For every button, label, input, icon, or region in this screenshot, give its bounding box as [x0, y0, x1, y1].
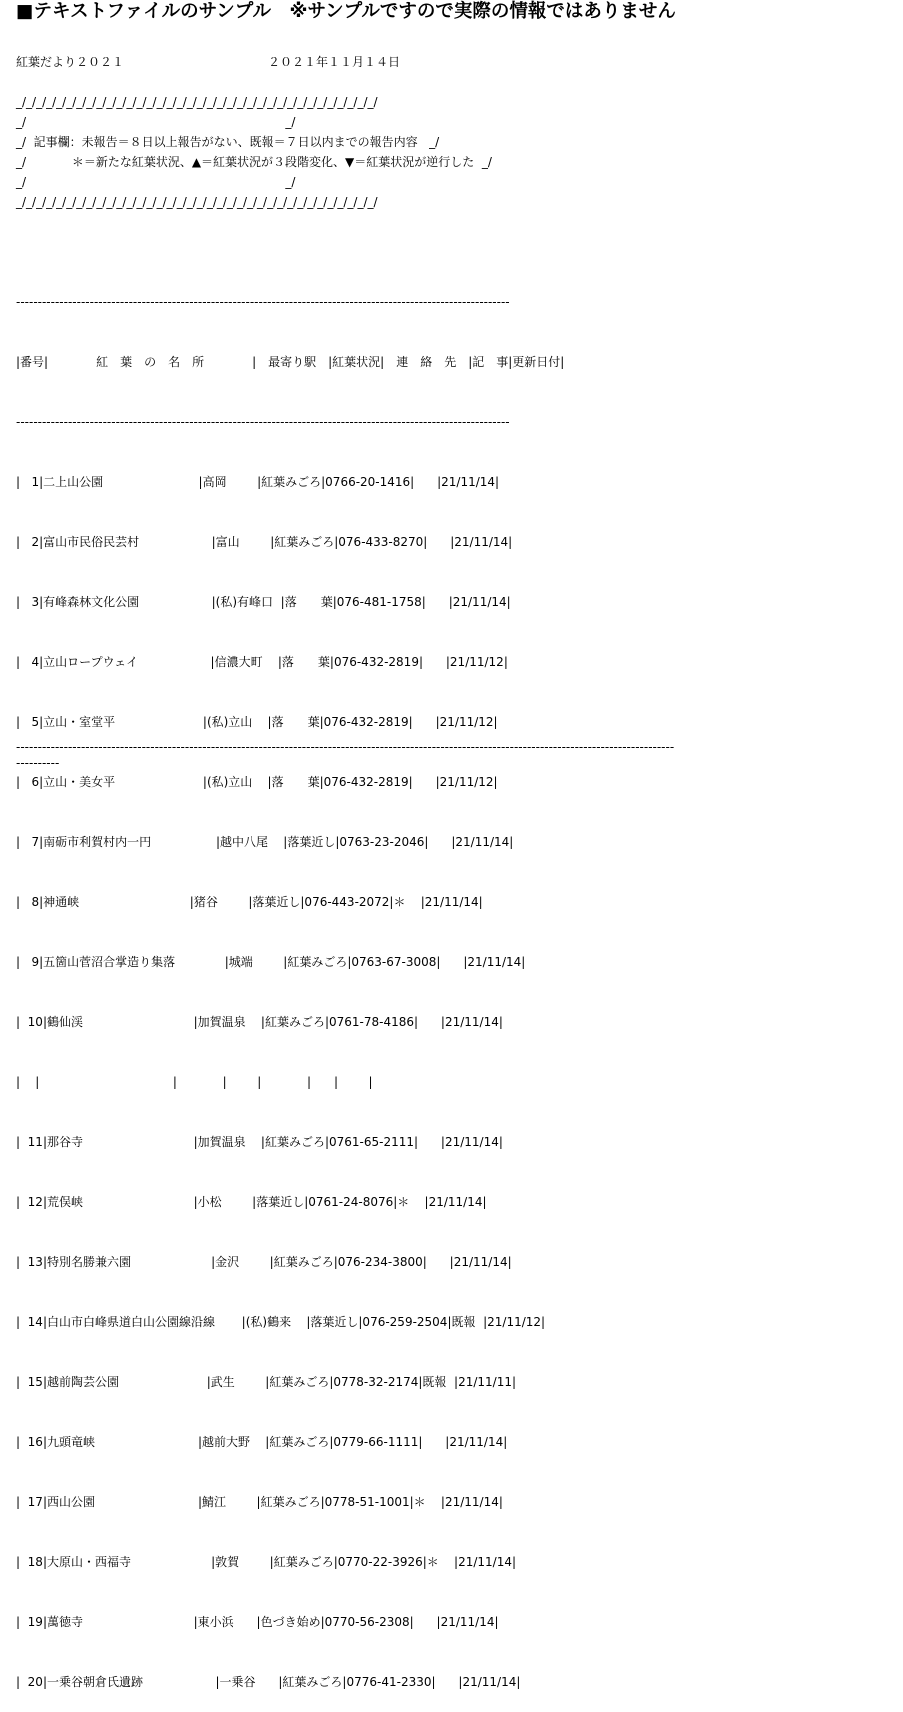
table-row: | 13|特別名勝兼六園 |金沢 |紅葉みごろ|076-234-3800| |21/11/14|	[16, 1255, 512, 1269]
table-top-rule: ------------------------------------------------------------------------------------------------------------------	[16, 295, 510, 309]
table-row: | 14|白山市白峰県道白山公園線沿線 |(私)鶴来 |落葉近し|076-259-2504|既報 |21/11/12|	[16, 1315, 546, 1329]
table-row: | 15|越前陶芸公園 |武生 |紅葉みごろ|0778-32-2174|既報 |21/11/11|	[16, 1375, 517, 1389]
notice-border-spacer: _/ _/	[16, 175, 296, 189]
table-bottom-rule: --------------------------------------------------------------------------------------------------------------------------------------------------------	[16, 740, 675, 754]
notice-line-2: _/ ＊＝新たな紅葉状況、▲＝紅葉状況が３段階変化、▼＝紅葉状況が逆行した _/	[16, 155, 492, 169]
table-row: | 10|鶴仙渓 |加賀温泉 |紅葉みごろ|0761-78-4186| |21/11/14|	[16, 1015, 503, 1029]
table-row: | 12|荒俣峡 |小松 |落葉近し|0761-24-8076|＊ |21/11/14|	[16, 1195, 487, 1209]
table-header-rule: ------------------------------------------------------------------------------------------------------------------	[16, 415, 510, 429]
table-row: | 2|富山市民俗民芸村 |富山 |紅葉みごろ|076-433-8270| |21/11/14|	[16, 535, 513, 549]
notice-border-bottom: _/_/_/_/_/_/_/_/_/_/_/_/_/_/_/_/_/_/_/_/_/_/_/_/_/_/_/_/_/_/_/_/_/_/_/_/	[16, 195, 378, 209]
table-row: | 1|二上山公園 |高岡 |紅葉みごろ|0766-20-1416| |21/11/14|	[16, 475, 500, 489]
table-row: | 9|五箇山菅沼合掌造り集落 |城端 |紅葉みごろ|0763-67-3008| |21/11/14|	[16, 955, 526, 969]
table-row: | 11|那谷寺 |加賀温泉 |紅葉みごろ|0761-65-2111| |21/11/14|	[16, 1135, 503, 1149]
table-row: | 17|西山公園 |鯖江 |紅葉みごろ|0778-51-1001|＊ |21/11/14|	[16, 1495, 503, 1509]
table-row: | 7|南砺市利賀村内一円 |越中八尾 |落葉近し|0763-23-2046| |21/11/14|	[16, 835, 514, 849]
notice-border-spacer: _/ _/	[16, 115, 296, 129]
report-table	[16, 252, 564, 1712]
table-row: | 16|九頭竜峡 |越前大野 |紅葉みごろ|0779-66-1111| |21/11/14|	[16, 1435, 508, 1449]
report-header: 紅葉だより２０２１ ２０２１年１１月１４日	[16, 55, 401, 69]
table-row: | 8|神通峡 |猪谷 |落葉近し|076-443-2072|＊ |21/11/14|	[16, 895, 483, 909]
notice-line-1: _/ 記事欄：未報告＝８日以上報告がない、既報＝７日以内までの報告内容 _/	[16, 135, 440, 149]
table-row: | 4|立山ロープウェイ |信濃大町 |落 葉|076-432-2819| |21/11/12|	[16, 655, 508, 669]
table-row: | 20|一乗谷朝倉氏遺跡 |一乗谷 |紅葉みごろ|0776-41-2330| |21/11/14|	[16, 1675, 521, 1689]
table-bottom-rule-tail: ----------	[16, 756, 60, 770]
table-row: | 18|大原山・西福寺 |敦賀 |紅葉みごろ|0770-22-3926|＊ |21/11/14|	[16, 1555, 517, 1569]
table-row: | 5|立山・室堂平 |(私)立山 |落 葉|076-432-2819| |21/11/12|	[16, 715, 498, 729]
page-title: ■テキストファイルのサンプル ※サンプルですので実際の情報ではありません	[16, 1, 676, 22]
notice-border-top: _/_/_/_/_/_/_/_/_/_/_/_/_/_/_/_/_/_/_/_/_/_/_/_/_/_/_/_/_/_/_/_/_/_/_/_/	[16, 95, 378, 109]
table-row-empty: | | | | | | | |	[16, 1075, 373, 1089]
table-row: | 6|立山・美女平 |(私)立山 |落 葉|076-432-2819| |21/11/12|	[16, 775, 498, 789]
table-row: | 19|萬徳寺 |東小浜 |色づき始め|0770-56-2308| |21/11/14|	[16, 1615, 499, 1629]
table-row: | 3|有峰森林文化公園 |(私)有峰口 |落 葉|076-481-1758| |21/11/14|	[16, 595, 511, 609]
table-header: |番号| 紅 葉 の 名 所 | 最寄り駅 |紅葉状況| 連 絡 先 |記 事|更新日付|	[16, 355, 565, 369]
